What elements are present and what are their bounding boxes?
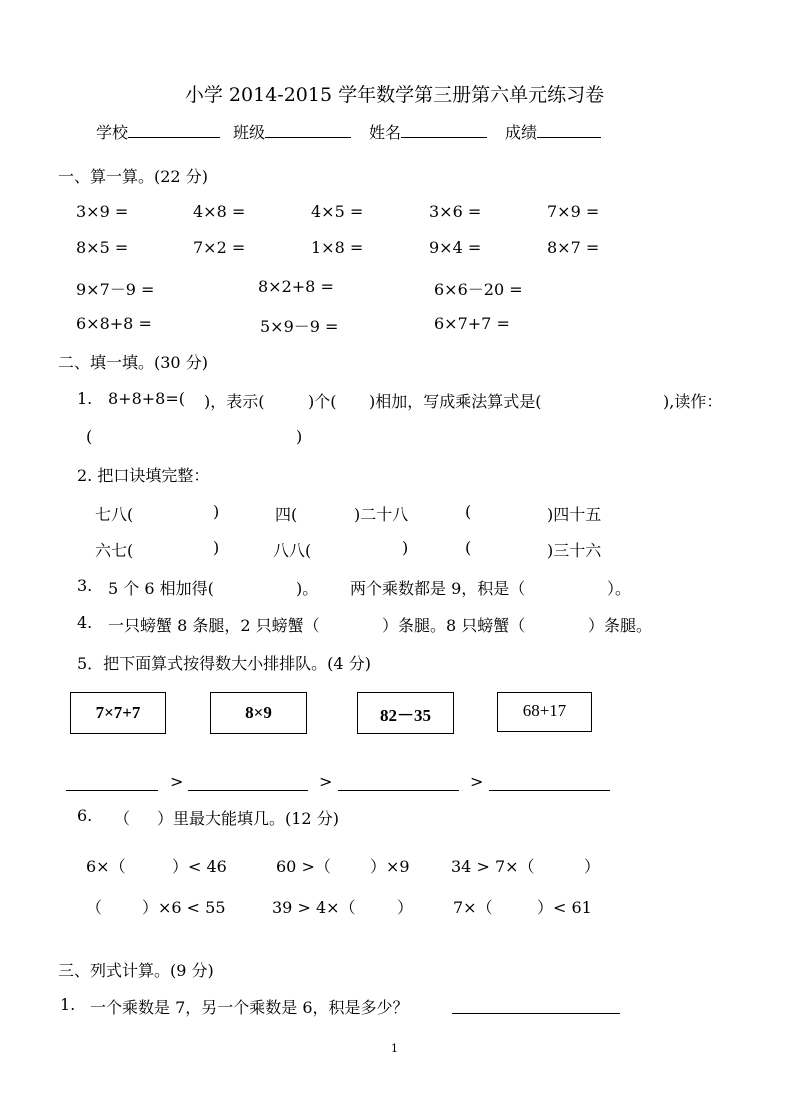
page-number: 1	[391, 1042, 398, 1055]
score-label: 成绩	[505, 123, 538, 142]
expression-box: 68+17	[497, 692, 592, 732]
class-blank[interactable]	[265, 123, 351, 138]
verse-blank: (	[465, 538, 472, 557]
calc-item: 3×6 =	[429, 202, 482, 221]
calc-item: 4×5 =	[311, 202, 364, 221]
verse-blank: )四十五	[547, 505, 602, 524]
calc-item: 9×7－9 =	[76, 280, 155, 299]
section2-heading: 二、填一填。(30 分)	[58, 353, 208, 372]
answer-blank[interactable]	[452, 1013, 620, 1014]
order-blank[interactable]	[66, 790, 158, 791]
verse-blank: )	[213, 502, 220, 521]
verse-blank: )三十六	[547, 541, 602, 560]
q1-read-open: (	[86, 427, 93, 446]
name-blank[interactable]	[401, 123, 487, 138]
inequality-right: ）	[584, 857, 601, 876]
greater-than: >	[470, 772, 484, 791]
order-blank[interactable]	[338, 790, 459, 791]
calc-item: 7×9 =	[547, 202, 600, 221]
section3-heading: 三、列式计算。(9 分)	[58, 961, 214, 980]
info-name	[369, 120, 487, 143]
order-blank[interactable]	[188, 790, 308, 791]
inequality-right: ）	[397, 898, 414, 917]
q3-part-a: 5 个 6 相加得(	[108, 579, 214, 598]
calc-item: 7×2 =	[193, 238, 246, 257]
expression-box: 82－35	[357, 692, 454, 734]
q6-number: 6.	[77, 806, 93, 825]
calc-item: 3×9 =	[76, 202, 129, 221]
name-label: 姓名	[369, 123, 402, 142]
s3-q1-text: 一个乘数是 7，另一个乘数是 6，积是多少？	[90, 998, 409, 1017]
inequality-left: （	[86, 898, 103, 917]
verse-blank: 八八(	[273, 541, 312, 560]
calc-item: 9×4 =	[429, 238, 482, 257]
q1-part-a: 8+8+8=(	[108, 389, 185, 408]
calc-item: 6×7+7 =	[434, 314, 510, 333]
calc-item: 6×6－20 =	[434, 280, 523, 299]
order-blank[interactable]	[489, 790, 610, 791]
q6-part-b: ）里最大能填几。(12 分)	[157, 809, 339, 828]
q4-part-b: ）条腿。8 只螃蟹（	[382, 616, 526, 635]
info-score	[505, 120, 601, 143]
expression-box: 7×7+7	[70, 692, 166, 734]
inequality-right: ）×6 < 55	[142, 898, 226, 917]
calc-item: 4×8 =	[193, 202, 246, 221]
calc-item: 5×9－9 =	[260, 317, 339, 336]
q3-part-b: )。	[296, 579, 319, 598]
verse-blank: (	[465, 502, 472, 521]
score-blank[interactable]	[537, 123, 601, 138]
q5-text: 5．把下面算式按得数大小排排队。(4 分)	[77, 654, 371, 673]
class-label: 班级	[233, 123, 266, 142]
page-title: 小学 2014-2015 学年数学第三册第六单元练习卷	[184, 84, 605, 106]
q4-part-a: 一只螃蟹 8 条腿，2 只螃蟹（	[108, 616, 320, 635]
q1-part-e: ),读作：	[663, 392, 723, 411]
inequality-right: ）< 61	[537, 898, 592, 917]
q3-part-c: 两个乘数都是 9，积是（	[350, 579, 526, 598]
section1-heading: 一、算一算。(22 分)	[58, 167, 208, 186]
calc-item: 1×8 =	[311, 238, 364, 257]
verse-blank: 四(	[275, 505, 298, 524]
inequality-left: 60 >（	[276, 857, 331, 876]
verse-blank: )	[402, 538, 409, 557]
q1-read-close: )	[296, 427, 303, 446]
q4-number: 4.	[77, 613, 93, 632]
q4-part-c: ）条腿。	[588, 616, 653, 635]
calc-item: 8×7 =	[547, 238, 600, 257]
inequality-left: 6×（	[86, 857, 126, 876]
info-school	[96, 120, 220, 143]
q2-text: 2. 把口诀填完整：	[77, 466, 210, 485]
verse-blank: )	[213, 538, 220, 557]
q1-part-d: )相加，写成乘法算式是(	[369, 392, 542, 411]
verse-blank: 七八(	[95, 505, 134, 524]
info-class	[233, 120, 351, 143]
q1-part-b: )，表示(	[204, 392, 265, 411]
inequality-right: ）×9	[370, 857, 410, 876]
expression-box: 8×9	[210, 692, 307, 734]
q3-number: 3.	[77, 576, 93, 595]
q6-part-a: （	[114, 809, 131, 828]
verse-blank: )二十八	[354, 505, 409, 524]
greater-than: >	[319, 772, 333, 791]
calc-item: 6×8+8 =	[76, 314, 152, 333]
q3-part-d: ）。	[607, 579, 632, 598]
inequality-left: 39 > 4×（	[272, 898, 356, 917]
school-label: 学校	[96, 123, 129, 142]
school-blank[interactable]	[128, 123, 220, 138]
inequality-left: 34 > 7×（	[451, 857, 535, 876]
greater-than: >	[170, 772, 184, 791]
verse-blank: 六七(	[95, 541, 134, 560]
q1-number: 1.	[77, 389, 93, 408]
s3-q1-number: 1.	[60, 995, 76, 1014]
inequality-left: 7×（	[453, 898, 493, 917]
calc-item: 8×5 =	[76, 238, 129, 257]
calc-item: 8×2+8 =	[258, 277, 334, 296]
q1-part-c: )个(	[308, 392, 337, 411]
inequality-right: ）< 46	[172, 857, 227, 876]
